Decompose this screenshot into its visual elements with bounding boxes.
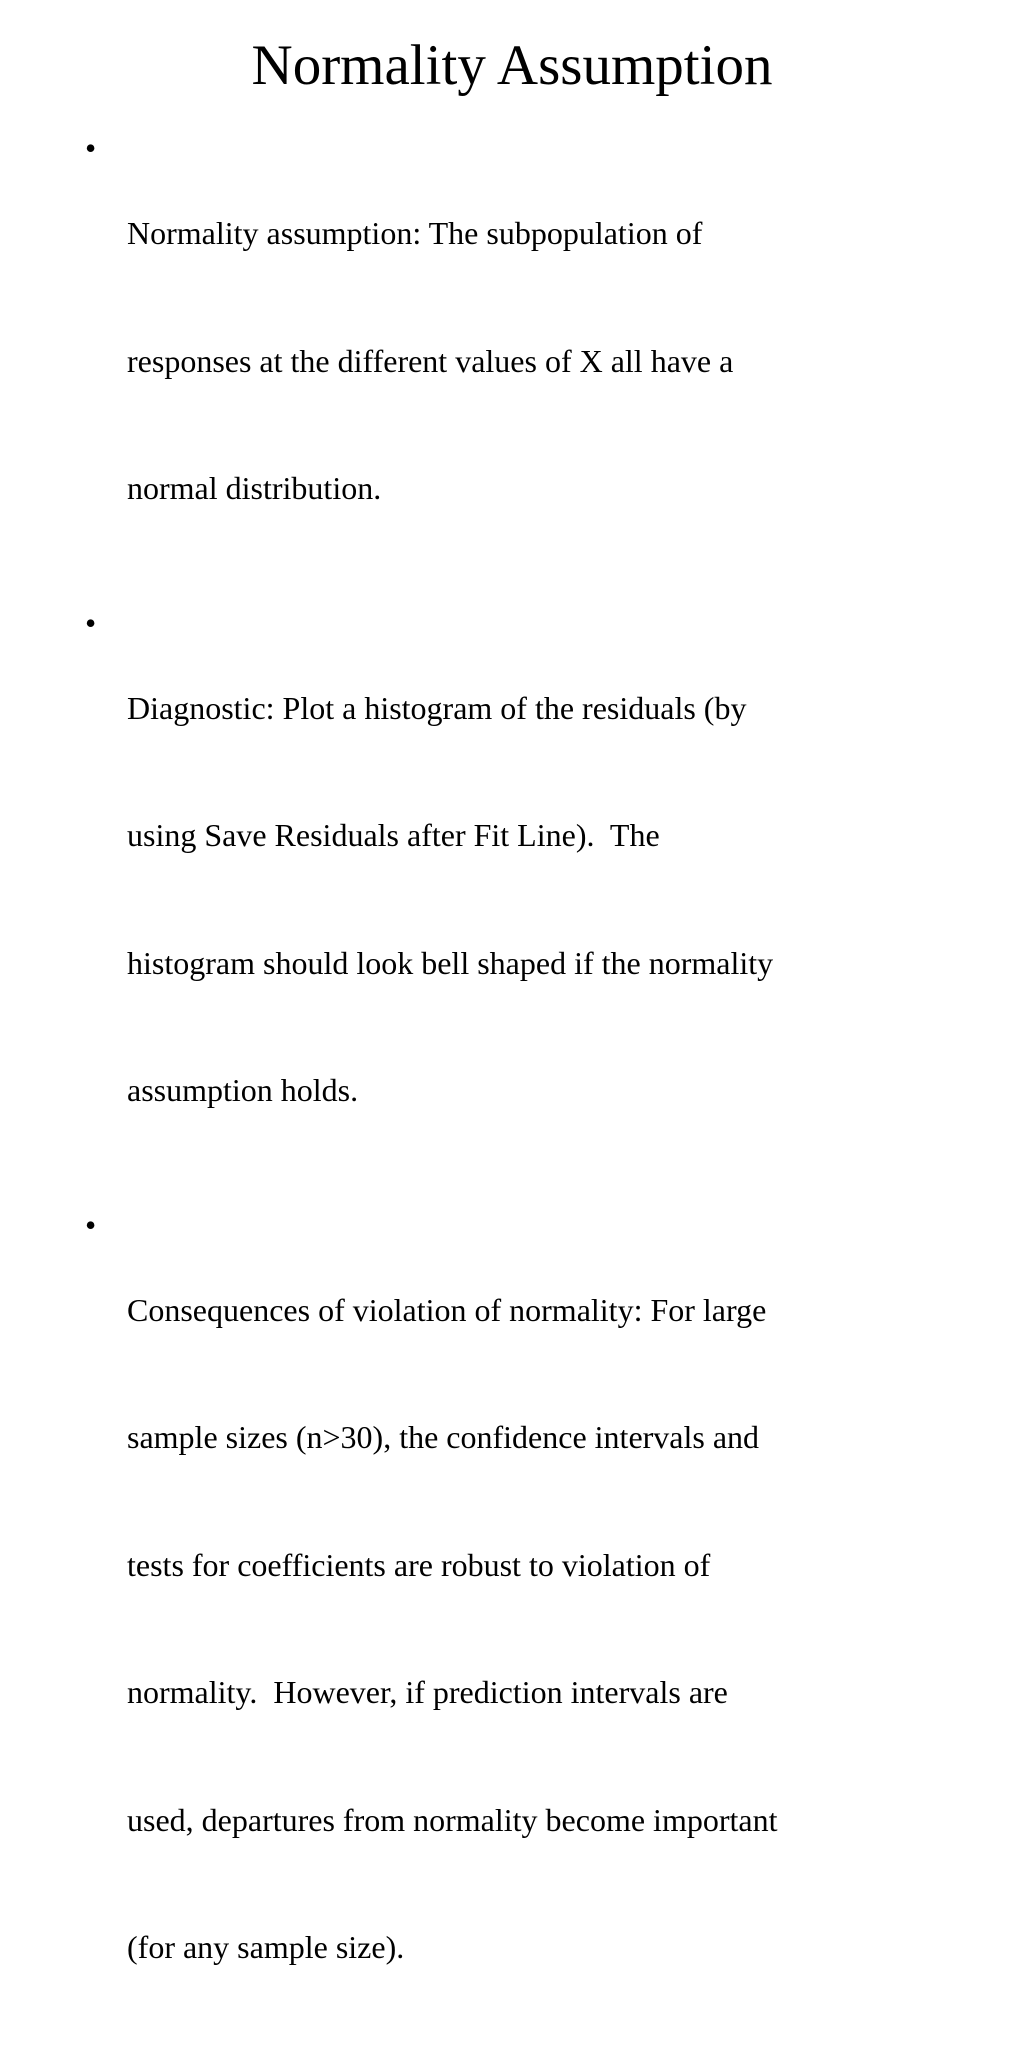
bullet-text — [127, 173, 945, 592]
bullet-line: normal distribution. — [127, 470, 382, 506]
bullet-line: Normality assumption: The subpopulation of — [127, 215, 703, 251]
bullet-item-normality-assumption — [85, 127, 945, 595]
bullet-line: Consequences of violation of normality: For large — [127, 1291, 767, 1328]
bullet-line: Diagnostic: Plot a histogram of the residuals (by — [127, 689, 747, 726]
bullet-line: assumption holds. — [127, 1072, 359, 1108]
bullet-list — [85, 127, 945, 2061]
slide-title: Normality Assumption — [251, 34, 773, 97]
bullet-line: sample sizes (n>30), the confidence intervals and — [127, 1419, 760, 1455]
bullet-line: used, departures from normality become important — [127, 1801, 778, 1838]
bullet-text — [127, 647, 945, 1193]
bullet-line: histogram should look bell shaped if the normality — [127, 944, 774, 981]
bullet-item-consequences — [85, 1204, 945, 2054]
bullet-line: tests for coefficients are robust to violation of — [127, 1546, 711, 1583]
bullet-icon: • — [85, 604, 97, 641]
bullet-icon: • — [85, 130, 97, 166]
bullet-text — [127, 1249, 945, 2050]
bullet-line: using Save Residuals after Fit Line). The — [127, 817, 660, 853]
bullet-line: (for any sample size). — [127, 1929, 405, 1965]
bullet-icon: • — [85, 1206, 97, 1243]
bullet-line: normality. However, if prediction intervals are — [127, 1674, 728, 1710]
bullet-line: responses at the different values of X all have a — [127, 342, 734, 379]
bullet-item-diagnostic — [85, 602, 945, 1197]
